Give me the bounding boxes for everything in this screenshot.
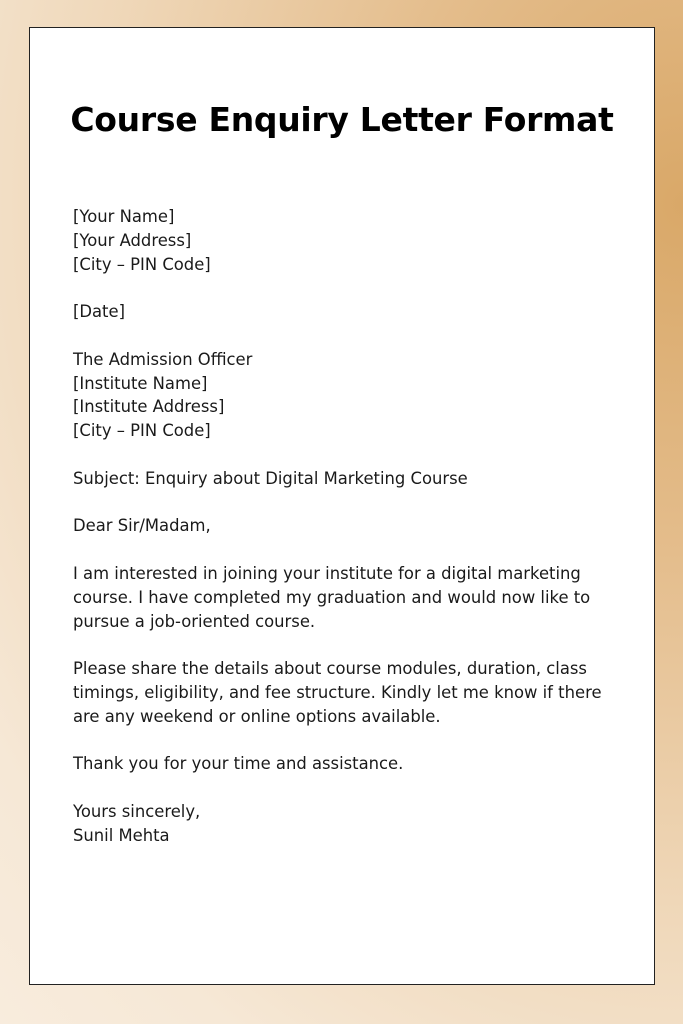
paragraph-line: are any weekend or online options available. xyxy=(73,706,441,726)
signature-name: Sunil Mehta xyxy=(73,825,170,845)
paragraph-3 xyxy=(73,752,613,776)
subject-line xyxy=(73,467,613,491)
sender-address: [Your Address] xyxy=(73,230,192,250)
letter-body xyxy=(73,205,613,871)
recipient-block xyxy=(73,348,613,443)
sender-block xyxy=(73,205,613,276)
paragraph-line: pursue a job-oriented course. xyxy=(73,611,316,631)
paragraph-2 xyxy=(73,657,613,728)
paragraph-line: timings, eligibility, and fee structure. Kindly let me know if there xyxy=(73,682,602,702)
paragraph-line: Please share the details about course modules, duration, class xyxy=(73,659,587,679)
closing-text: Yours sincerely, xyxy=(73,801,201,821)
page-title: Course Enquiry Letter Format xyxy=(70,100,614,139)
recipient-city: [City – PIN Code] xyxy=(73,421,211,441)
sender-city: [City – PIN Code] xyxy=(73,254,211,274)
letter-date: [Date] xyxy=(73,302,125,322)
paragraph-line: Thank you for your time and assistance. xyxy=(73,754,404,774)
recipient-institute: [Institute Name] xyxy=(73,373,208,393)
paragraph-1 xyxy=(73,562,613,633)
salutation-text: Dear Sir/Madam, xyxy=(73,516,211,536)
recipient-title: The Admission Officer xyxy=(73,349,253,369)
paragraph-line: course. I have completed my graduation and would now like to xyxy=(73,587,591,607)
salutation xyxy=(73,514,613,538)
letter-page xyxy=(29,27,655,985)
sender-name: [Your Name] xyxy=(73,207,175,226)
recipient-address: [Institute Address] xyxy=(73,397,225,417)
closing-block xyxy=(73,800,613,848)
subject-text: Subject: Enquiry about Digital Marketing Course xyxy=(73,468,468,488)
date-block xyxy=(73,300,613,324)
paragraph-line: I am interested in joining your institute for a digital marketing xyxy=(73,563,581,583)
